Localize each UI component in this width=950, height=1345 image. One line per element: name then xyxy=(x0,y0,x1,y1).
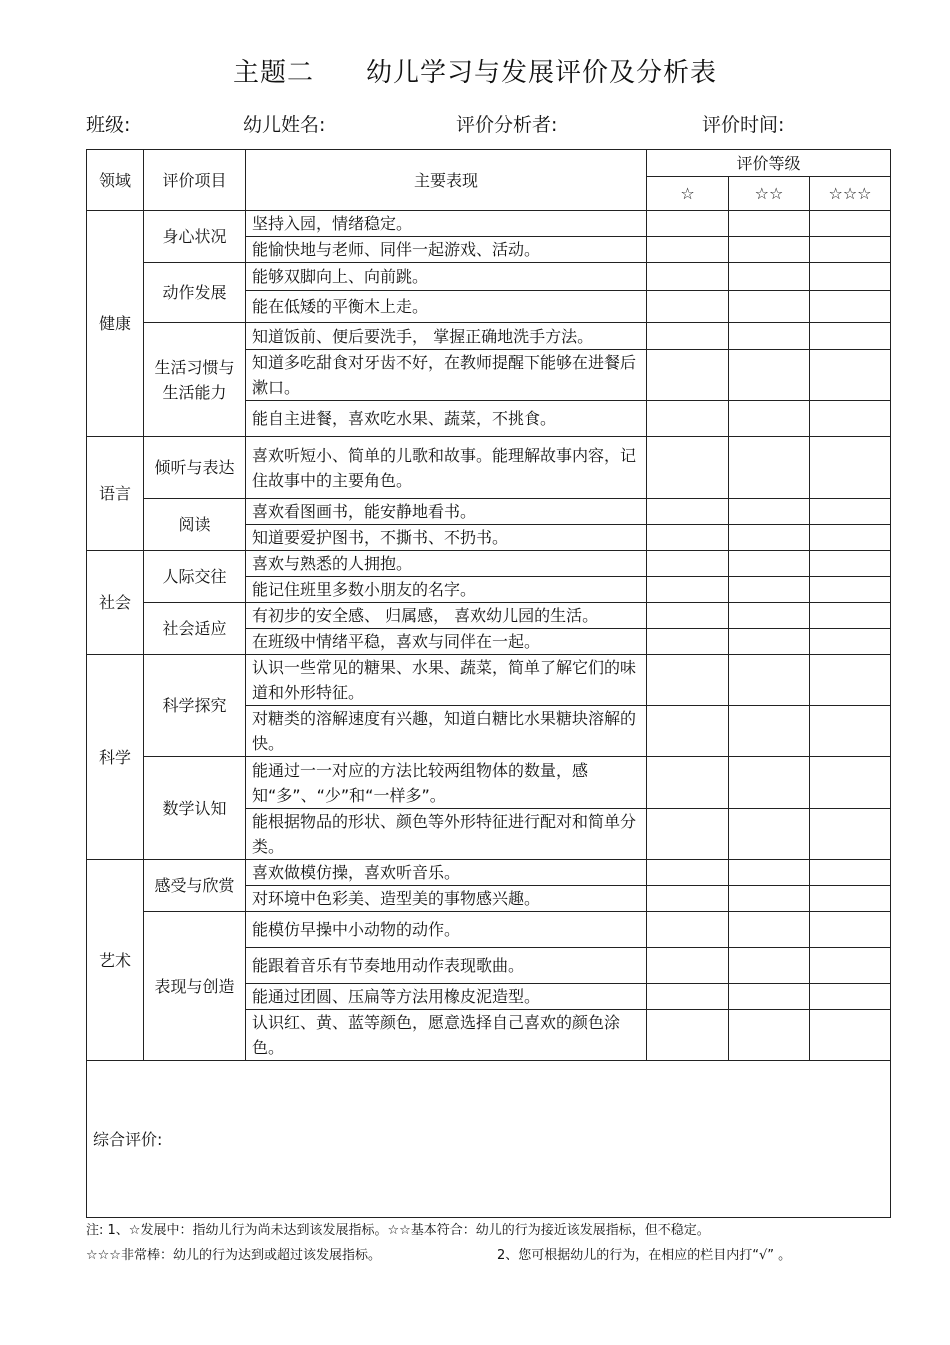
performance-row: 能模仿早操中小动物的动作。 xyxy=(246,912,647,948)
grade-cell-3[interactable] xyxy=(810,551,891,577)
performance-row: 对环境中色彩美、造型美的事物感兴趣。 xyxy=(246,886,647,912)
grade-cell-3[interactable] xyxy=(810,291,891,323)
item-interaction: 人际交往 xyxy=(144,551,246,603)
performance-row: 能根据物品的形状、颜色等外形特征进行配对和简单分类。 xyxy=(246,809,647,860)
grade-cell-1[interactable] xyxy=(647,948,729,984)
grade-cell-3[interactable] xyxy=(810,401,891,437)
grade-cell-2[interactable] xyxy=(729,603,810,629)
grade-cell-2[interactable] xyxy=(729,1010,810,1061)
performance-row: 能通过团圆、压扁等方法用橡皮泥造型。 xyxy=(246,984,647,1010)
grade-cell-1[interactable] xyxy=(647,809,729,860)
item-habits: 生活习惯与生活能力 xyxy=(144,323,246,437)
domain-health: 健康 xyxy=(87,211,144,437)
grade-cell-1[interactable] xyxy=(647,323,729,350)
grade-cell-2[interactable] xyxy=(729,291,810,323)
performance-row: 能够双脚向上、向前跳。 xyxy=(246,263,647,291)
title-main: 幼儿学习与发展评价及分析表 xyxy=(366,58,718,88)
grade-cell-3[interactable] xyxy=(810,809,891,860)
performance-row: 能通过一一对应的方法比较两组物体的数量，感知“多”、“少”和“一样多”。 xyxy=(246,757,647,809)
header-domain: 领域 xyxy=(87,150,144,211)
grade-cell-1[interactable] xyxy=(647,437,729,499)
grade-cell-1[interactable] xyxy=(647,401,729,437)
note-line-2b: 2、您可根据幼儿的行为，在相应的栏目内打“√” 。 xyxy=(497,1248,792,1263)
grade-cell-2[interactable] xyxy=(729,912,810,948)
grade-cell-3[interactable] xyxy=(810,211,891,237)
grade-cell-1[interactable] xyxy=(647,499,729,525)
performance-row: 能愉快地与老师、同伴一起游戏、活动。 xyxy=(246,237,647,263)
grade-cell-3[interactable] xyxy=(810,629,891,655)
eval-time-label: 评价时间: xyxy=(702,114,785,136)
grade-cell-1[interactable] xyxy=(647,291,729,323)
grade-cell-2[interactable] xyxy=(729,984,810,1010)
grade-cell-2[interactable] xyxy=(729,886,810,912)
evaluator-label: 评价分析者: xyxy=(456,114,558,136)
grade-cell-1[interactable] xyxy=(647,629,729,655)
performance-row: 有初步的安全感、 归属感， 喜欢幼儿园的生活。 xyxy=(246,603,647,629)
header-star-1: ☆ xyxy=(647,177,729,211)
grade-cell-2[interactable] xyxy=(729,577,810,603)
performance-row: 坚持入园，情绪稳定。 xyxy=(246,211,647,237)
grade-cell-1[interactable] xyxy=(647,757,729,809)
header-performance: 主要表现 xyxy=(246,150,647,211)
performance-row: 喜欢与熟悉的人拥抱。 xyxy=(246,551,647,577)
grade-cell-3[interactable] xyxy=(810,984,891,1010)
grade-cell-3[interactable] xyxy=(810,525,891,551)
grade-cell-1[interactable] xyxy=(647,211,729,237)
grade-cell-1[interactable] xyxy=(647,886,729,912)
domain-social: 社会 xyxy=(87,551,144,655)
grade-cell-1[interactable] xyxy=(647,603,729,629)
title-theme: 主题二 xyxy=(232,58,314,88)
class-label: 班级: xyxy=(86,114,131,136)
grade-cell-3[interactable] xyxy=(810,577,891,603)
header-grade: 评价等级 xyxy=(647,150,891,177)
grade-cell-1[interactable] xyxy=(647,263,729,291)
grade-cell-1[interactable] xyxy=(647,551,729,577)
grade-cell-3[interactable] xyxy=(810,1010,891,1061)
grade-cell-1[interactable] xyxy=(647,577,729,603)
header-star-2: ☆☆ xyxy=(729,177,810,211)
grade-cell-2[interactable] xyxy=(729,437,810,499)
grade-cell-1[interactable] xyxy=(647,525,729,551)
grade-cell-3[interactable] xyxy=(810,655,891,706)
grade-cell-2[interactable] xyxy=(729,551,810,577)
header-star-3: ☆☆☆ xyxy=(810,177,891,211)
grade-cell-1[interactable] xyxy=(647,912,729,948)
summary-cell[interactable] xyxy=(87,1061,891,1218)
item-creation: 表现与创造 xyxy=(144,912,246,1061)
performance-row: 认识一些常见的糖果、水果、蔬菜，简单了解它们的味道和外形特征。 xyxy=(246,655,647,706)
grade-cell-3[interactable] xyxy=(810,603,891,629)
child-name-label: 幼儿姓名: xyxy=(243,114,326,136)
grade-cell-3[interactable] xyxy=(810,706,891,757)
performance-row: 知道饭前、便后要洗手， 掌握正确地洗手方法。 xyxy=(246,323,647,350)
page-title xyxy=(0,52,950,89)
grade-cell-2[interactable] xyxy=(729,525,810,551)
performance-row: 能记住班里多数小朋友的名字。 xyxy=(246,577,647,603)
performance-row: 喜欢做模仿操，喜欢听音乐。 xyxy=(246,860,647,886)
grade-cell-1[interactable] xyxy=(647,706,729,757)
grade-cell-1[interactable] xyxy=(647,350,729,401)
grade-cell-2[interactable] xyxy=(729,655,810,706)
grade-cell-1[interactable] xyxy=(647,860,729,886)
grade-cell-3[interactable] xyxy=(810,350,891,401)
note-line-1: 注: 1、☆发展中：指幼儿行为尚未达到该发展指标。☆☆基本符合：幼儿的行为接近该发展指标，但不稳定。 xyxy=(86,1223,710,1238)
grade-cell-2[interactable] xyxy=(729,237,810,263)
performance-row: 喜欢听短小、简单的儿歌和故事。能理解故事内容，记住故事中的主要角色。 xyxy=(246,437,647,499)
grade-cell-2[interactable] xyxy=(729,706,810,757)
grade-cell-2[interactable] xyxy=(729,629,810,655)
grade-cell-3[interactable] xyxy=(810,437,891,499)
grade-cell-3[interactable] xyxy=(810,323,891,350)
header-item: 评价项目 xyxy=(144,150,246,211)
item-motor: 动作发展 xyxy=(144,263,246,323)
performance-row: 能自主进餐，喜欢吃水果、蔬菜，不挑食。 xyxy=(246,401,647,437)
grade-cell-2[interactable] xyxy=(729,948,810,984)
summary-label: 综合评价: xyxy=(93,1129,163,1149)
item-listening: 倾听与表达 xyxy=(144,437,246,499)
item-exploration: 科学探究 xyxy=(144,655,246,757)
performance-row: 在班级中情绪平稳，喜欢与同伴在一起。 xyxy=(246,629,647,655)
item-physical-mental: 身心状况 xyxy=(144,211,246,263)
item-appreciation: 感受与欣赏 xyxy=(144,860,246,912)
grade-cell-3[interactable] xyxy=(810,860,891,886)
grade-cell-3[interactable] xyxy=(810,499,891,525)
grade-cell-2[interactable] xyxy=(729,263,810,291)
grade-cell-2[interactable] xyxy=(729,860,810,886)
performance-row: 知道多吃甜食对牙齿不好，在教师提醒下能够在进餐后漱口。 xyxy=(246,350,647,401)
item-adaptation: 社会适应 xyxy=(144,603,246,655)
grade-cell-3[interactable] xyxy=(810,757,891,809)
grade-cell-1[interactable] xyxy=(647,237,729,263)
performance-row: 能跟着音乐有节奏地用动作表现歌曲。 xyxy=(246,948,647,984)
note-line-2a: ☆☆☆非常棒：幼儿的行为达到或超过该发展指标。 xyxy=(86,1248,381,1263)
grade-cell-2[interactable] xyxy=(729,350,810,401)
domain-art: 艺术 xyxy=(87,860,144,1061)
item-reading: 阅读 xyxy=(144,499,246,551)
grade-cell-2[interactable] xyxy=(729,499,810,525)
domain-science: 科学 xyxy=(87,655,144,860)
grade-cell-2[interactable] xyxy=(729,401,810,437)
evaluation-table xyxy=(86,149,891,1218)
domain-language: 语言 xyxy=(87,437,144,551)
grade-cell-2[interactable] xyxy=(729,809,810,860)
grade-cell-3[interactable] xyxy=(810,886,891,912)
performance-row: 对糖类的溶解速度有兴趣，知道白糖比水果糖块溶解的快。 xyxy=(246,706,647,757)
grade-cell-2[interactable] xyxy=(729,211,810,237)
item-math: 数学认知 xyxy=(144,757,246,860)
performance-row: 喜欢看图画书，能安静地看书。 xyxy=(246,499,647,525)
grade-cell-2[interactable] xyxy=(729,323,810,350)
grade-cell-3[interactable] xyxy=(810,948,891,984)
grade-cell-3[interactable] xyxy=(810,912,891,948)
grade-cell-1[interactable] xyxy=(647,1010,729,1061)
grade-cell-2[interactable] xyxy=(729,757,810,809)
grade-cell-3[interactable] xyxy=(810,263,891,291)
performance-row: 认识红、黄、蓝等颜色，愿意选择自己喜欢的颜色涂色。 xyxy=(246,1010,647,1061)
grade-cell-1[interactable] xyxy=(647,984,729,1010)
performance-row: 能在低矮的平衡木上走。 xyxy=(246,291,647,323)
grade-cell-3[interactable] xyxy=(810,237,891,263)
grade-cell-1[interactable] xyxy=(647,655,729,706)
performance-row: 知道要爱护图书，不撕书、不扔书。 xyxy=(246,525,647,551)
